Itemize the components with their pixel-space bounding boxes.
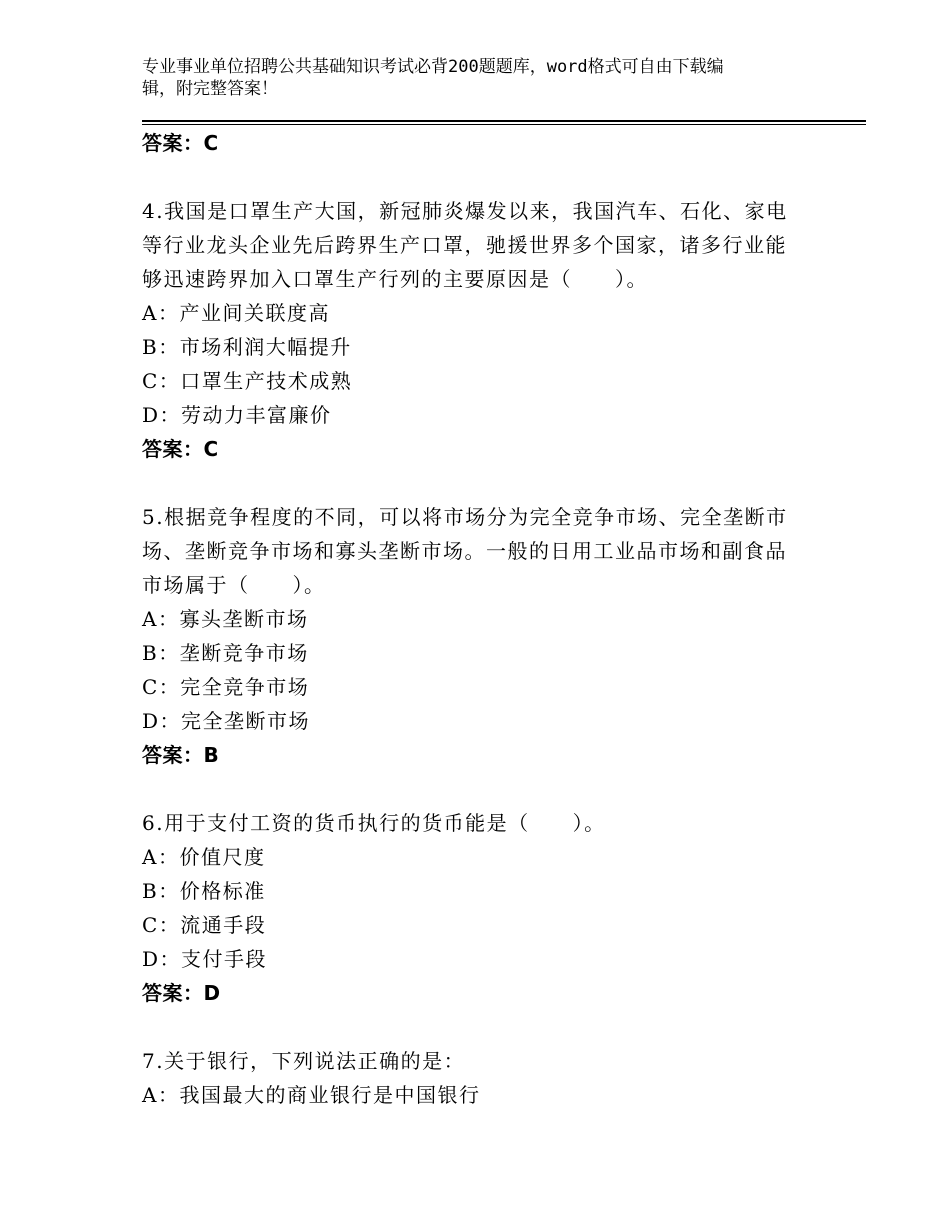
- question-7-stem-line-1: 7.关于银行，下列说法正确的是：: [142, 1049, 466, 1073]
- question-5-option-a: A：寡头垄断市场: [142, 607, 309, 631]
- spacer: [142, 160, 812, 194]
- question-4-stem-line-3: 够迅速跨界加入口罩生产行列的主要原因是（ ）。: [142, 267, 648, 291]
- question-5-stem-line-1: 5.根据竞争程度的不同，可以将市场分为完全竞争市场、完全垄断市: [142, 505, 788, 529]
- question-5-stem-line-3: 市场属于（ ）。: [142, 573, 326, 597]
- question-4-stem-line-2: 等行业龙头企业先后跨界生产口罩，驰援世界多个国家，诸多行业能: [142, 233, 787, 257]
- document-body: [142, 126, 812, 1112]
- question-5-answer: 答案：B: [142, 743, 220, 767]
- question-6-option-a: A：价值尺度: [142, 845, 266, 869]
- question-6-stem-line-1: 6.用于支付工资的货币执行的货币能是（ ）。: [142, 811, 606, 835]
- question-5-option-d: D：完全垄断市场: [142, 709, 311, 733]
- header-line-1: 专业事业单位招聘公共基础知识考试必背200题题库，word格式可自由下载编: [142, 57, 724, 77]
- question-7: [142, 1044, 812, 1112]
- question-4-option-a: A：产业间关联度高: [142, 301, 330, 325]
- question-4: [142, 194, 812, 466]
- spacer: [142, 772, 812, 806]
- question-4-stem-line-1: 4.我国是口罩生产大国，新冠肺炎爆发以来，我国汽车、石化、家电: [142, 199, 788, 223]
- spacer: [142, 466, 812, 500]
- question-5: [142, 500, 812, 772]
- header-divider-thick: [142, 120, 866, 122]
- question-6-option-b: B：价格标准: [142, 879, 266, 903]
- question-7-option-a: A：我国最大的商业银行是中国银行: [142, 1083, 481, 1107]
- question-6-answer: 答案：D: [142, 981, 221, 1005]
- question-4-option-b: B：市场利润大幅提升: [142, 335, 352, 359]
- question-4-option-d: D：劳动力丰富廉价: [142, 403, 332, 427]
- header-divider-thin: [142, 124, 866, 125]
- spacer: [142, 1010, 812, 1044]
- header-divider: [142, 120, 866, 124]
- question-5-stem-line-2: 场、垄断竞争市场和寡头垄断市场。一般的日用工业品市场和副食品: [142, 539, 787, 563]
- question-5-option-c: C：完全竞争市场: [142, 675, 310, 699]
- answer-q3: 答案：C: [142, 131, 219, 155]
- question-6-option-d: D：支付手段: [142, 947, 268, 971]
- document-header: [142, 56, 802, 100]
- question-6: [142, 806, 812, 1010]
- question-5-option-b: B：垄断竞争市场: [142, 641, 309, 665]
- question-4-option-c: C：口罩生产技术成熟: [142, 369, 353, 393]
- question-6-option-c: C：流通手段: [142, 913, 267, 937]
- question-4-answer: 答案：C: [142, 437, 219, 461]
- header-line-2: 辑，附完整答案！: [142, 79, 278, 99]
